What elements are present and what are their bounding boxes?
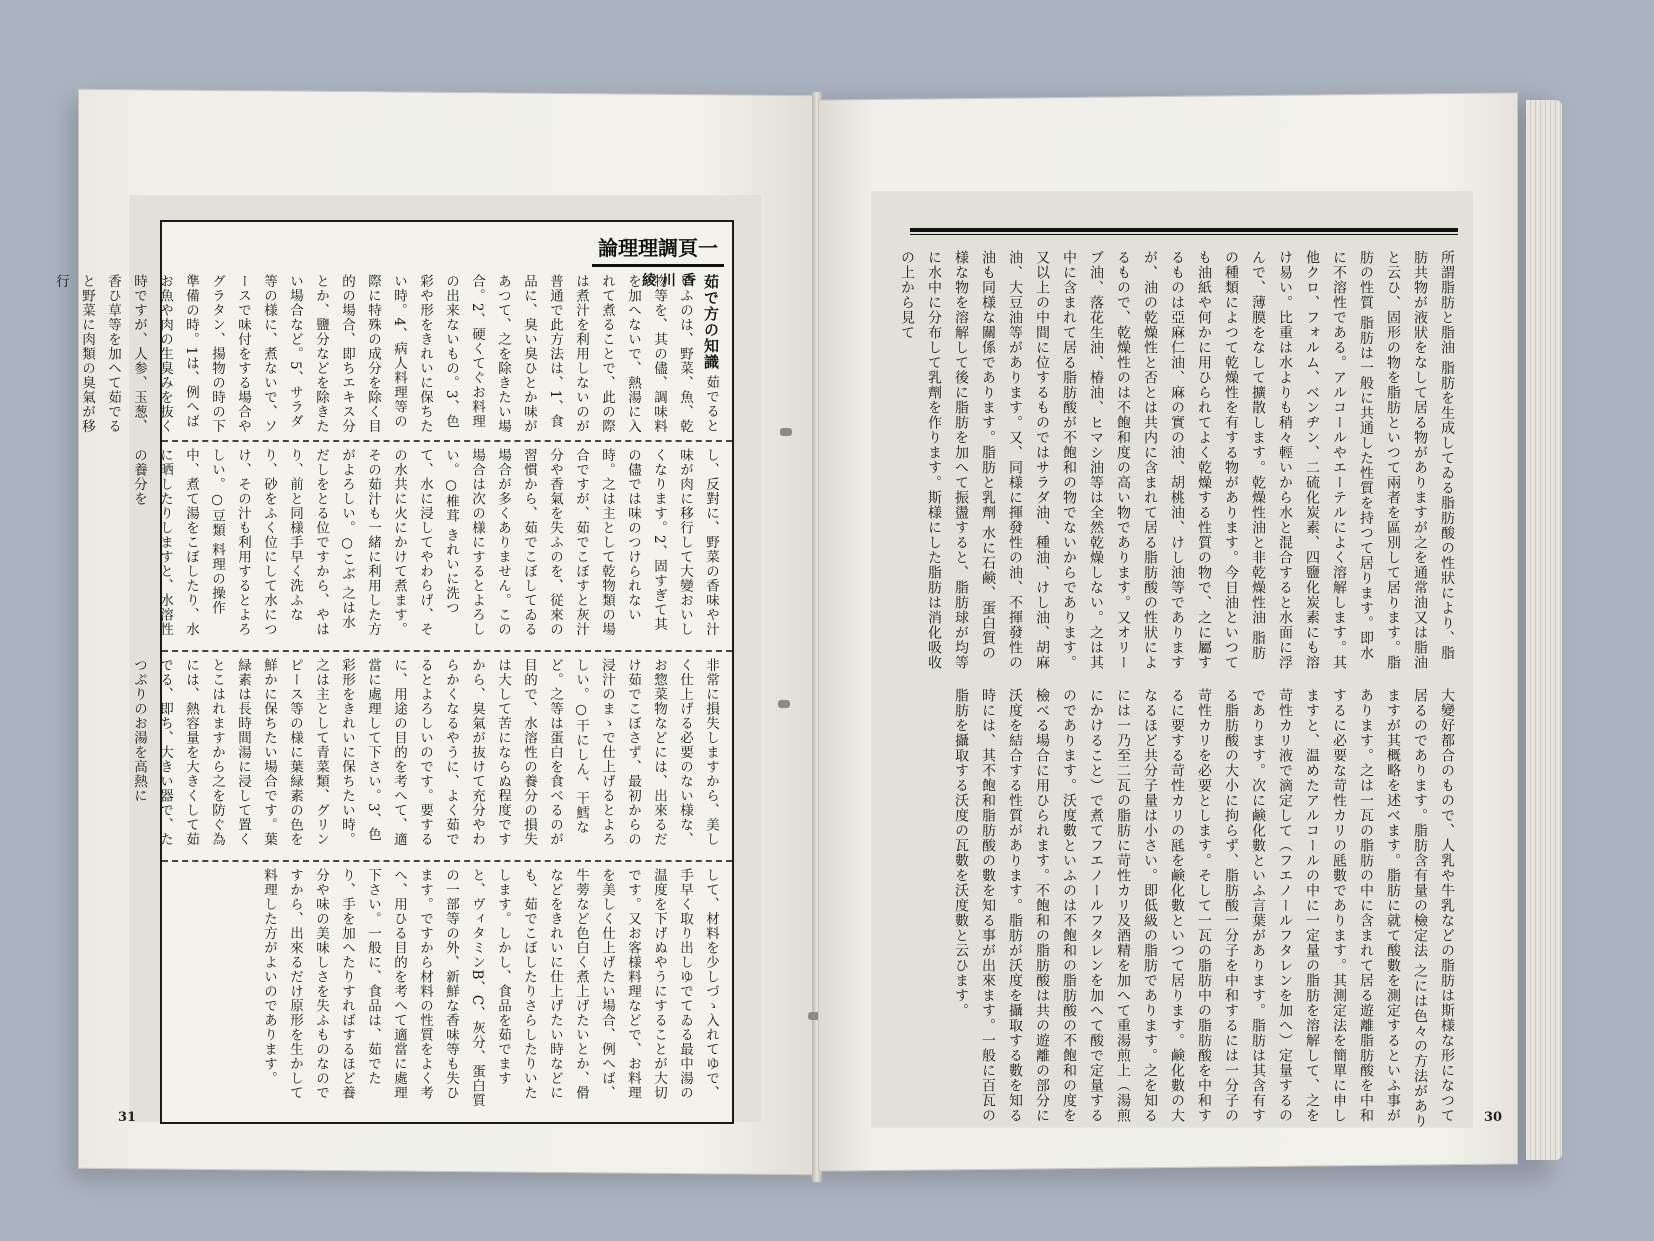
section-body: し、反對に、野菜の香味や汁味が肉に移行して大變おいしくなります。2、固すぎて其の儘では味のつけられない時。之は主として乾物類の場合ですが、茹でこぼすと灰汁分や香氣を失ふのを、従來の習慣から、茹でこぼしてゐる場合が多くありません。この場合は次の様にするとよろしい。○椎茸 きれいに洗つて、水に浸してやわらげ、その水共に火にかけて煮ます。その茹汁も一緒に利用した方がよろしい。○こぶ 之は水だしをとる位ですから、やはり、前と同様手早く洗ふなり、砂をふく位にして水につけ、その汁も利用するとよろしい。○豆類 料理の操作中、煮て湯をこぼしたり、水に晒したりしますと、水溶性の養分を <box>131 448 719 637</box>
header-rule-thin <box>910 234 1458 235</box>
binding-staple <box>778 700 790 708</box>
section-body: 茹でるといふのは、野菜、魚、乾物等を、其の儘、調味料を加へないで、熱湯に入れて煮ることで、此の際は煮汁を利用しないのが普通で此方法は、1、食品に、臭い臭ひとか味があつて、之を除きたい場合。2、硬くてぐお料理の出来ないもの。3、色彩や形をきれいに保ちたい時。4、病人料理等の際に特殊の成分を除く目的の場合、即ちエキス分とか、鹽分などを除きたい場合など。5、サラダ等の様に、煮ないで、ソースで味付をする場合やグラタン、揚物の時の下準備の時。1は、例へばお魚や肉の生臭みを抜く時ですが、人参、玉葱、香ひ草等を加へて茹でると野菜に肉類の臭氣が移行 <box>53 274 719 434</box>
section-divider <box>162 860 732 862</box>
right-upper-text <box>900 250 1460 670</box>
article-header-title: 論理理調頁一 <box>592 228 724 267</box>
text-block-1 <box>53 274 724 434</box>
section-title: 茹で方の知識 <box>702 274 720 370</box>
section-divider <box>162 440 732 442</box>
section-body: 非常に損失しますから、美しく仕上げる必要のない様な、お惣菜物などには、出來るだけ茹でこぼさず、最初からの浸汁のまゝで仕上げるとよろしい。○干にしん、干鱈など。之等は蛋白を食べるのが目的で、水溶性の養分の損失は大して苦にならぬ程度ですから、臭氣が抜けて充分やわらかくなるやうに、よく茹でるとよろしいのです。要するに、用途の目的を考へて、適當に處理して下さい。3、色彩形をきれいに保ちたい時。之は主として青菜類、グリンピース等の様に葉緑素の色を鮮かに保ちたい場合です。葉緑素は長時間湯に浸して置くとこはれますから之を防ぐ為には、熱容量を大きくして茹でる、即ち、大きい器で、たつぷりのお湯を高熱に <box>131 658 719 847</box>
section-body: して、材料を少しづゝ入れてゆで、手早く取り出しゆでてゐる最中湯の温度を下げぬやうにすることが大切です。又お客様料理などで、お料理を美しく仕上げたい場合、例へば、牛蒡など色白く煮上げたいとか、傦などをきれいに仕上げたい時などにも、茹でこぼしたりさらしたりいたします。しかし、食品を茹でますと、ヴィタミンB、C、灰分、蛋白質の一部等の外、新鮮な香味等も失ひます。ですから材料の性質をよく考へ、用ひる目的を考へて適當に處理下さい。一般に、食品は、茹でたり、手を加へたりすればするほど養分や味の美味しさを失ふものなのですから、出來るだけ原形を生かして料理した方がよいのであります。 <box>261 868 719 1108</box>
page-number-right: 30 <box>1484 1110 1503 1125</box>
right-upper-body: 所謂脂肪と脂油 脂肪を生成してゐる脂肪酸の性狀により、脂肪共物が液狀をなして居る物がありますが之を通常油又は脂油と云ひ、固形の物を脂肪といつて兩者を區別して居ります。脂肪の性質 脂肪は一般に共通した性質を持つて居ります。即水に不溶性である。アルコールやエーテルによく溶解します。其他クロ、フォルム、ベンヂン、二硫化炭素、四鹽化炭素にも溶け易い。比重は水よりも稍々輕いから水と混合すると水面に浮んで、薄膜をなして擴散します。乾燥性油と非乾燥性油 脂肪の種類によつて乾燥性を有する物があります。今日油といつても油紙や何かに用ひられてよく乾燥する性質の物で、之に屬するものは亞麻仁油、麻の實の油、胡桃油、けし油等でありますが、油の乾燥性と否とは共内に含まれて居る脂肪酸の性狀によるもので、乾燥性のは不飽和度の高い物であります。又オリーブ油、落花生油、椿油、ヒマシ油等は全然乾燥しない。之は其中に含まれて居る脂肪酸が不飽和の物でないからであります。又以上の中間に位するものではサラダ油、種油、けし油、胡麻油、大豆油等があります。又、同様に揮發性の油、不揮發性の油も同様な關係であります。脂肪と乳劑 水に石鹸、蛋白質の様な物を溶解して後に脂肪を加へて振盪すると、脂肪球が均等に水中に分布して乳劑を作ります。斯様にした脂肪は消化吸收の上から見て <box>899 250 1455 670</box>
text-block-4 <box>184 868 724 1108</box>
article-author: 綾川香 <box>642 273 702 289</box>
text-block-3 <box>131 658 724 854</box>
right-lower-text <box>900 688 1460 1133</box>
page-number-left: 31 <box>118 1110 137 1125</box>
section-divider <box>162 650 732 652</box>
header-rule <box>910 228 1458 232</box>
text-block-2 <box>131 448 724 644</box>
page-edges <box>1526 100 1562 1160</box>
binding-staple <box>780 428 792 436</box>
right-lower-body: 大變好都合のもので、人乳や牛乳などの脂肪は斯様な形になつて居るのであります。脂肪含有量の檢定法 之には色々の方法がありますが其概略を述べます。脂肪に就て酸數を測定するといふ事があります。之は一瓦の脂肪の中に含まれて居る遊離脂肪酸を中和するに必要な苛性カリの瓱數であります。其測定法を簡單に申しますと、温めたアルコールの中に一定量の脂肪を溶解して、之を苛性カリ液で滴定して（フエノールフタレンを加へ）定量するのであります。次に鹸化數といふ言葉があります。脂肪は其含有する脂肪酸の大小に拘らず、脂肪酸一分子を中和するには一分子の苛性カリを必要とします。そして一瓦の脂肪中の脂肪酸を中和するに要する苛性カリの瓱を鹸化數といつて居ります。鹸化數の大なるほど共分子量は小さい。即低級の脂肪であります。之を知るには一乃至二瓦の脂肪に苛性カリ及酒精を加へて重湯煎上（湯煎にかけること）で煮てフエノールフタレンを加へて酸で定量するのであります。沃度數といふのは不飽和の脂肪酸の不飽和の度を檢べる場合に用ひられます。不飽和の脂肪酸は共の遊離の部分に沃度を結合する性質があります。脂肪が沃度を攝取する數を知る時には、其不飽和脂肪酸の數を知る事が出來ます。一般に百瓦の脂肪を攝取する沃度の瓦數を沃度數と云ひます。 <box>953 688 1455 1129</box>
